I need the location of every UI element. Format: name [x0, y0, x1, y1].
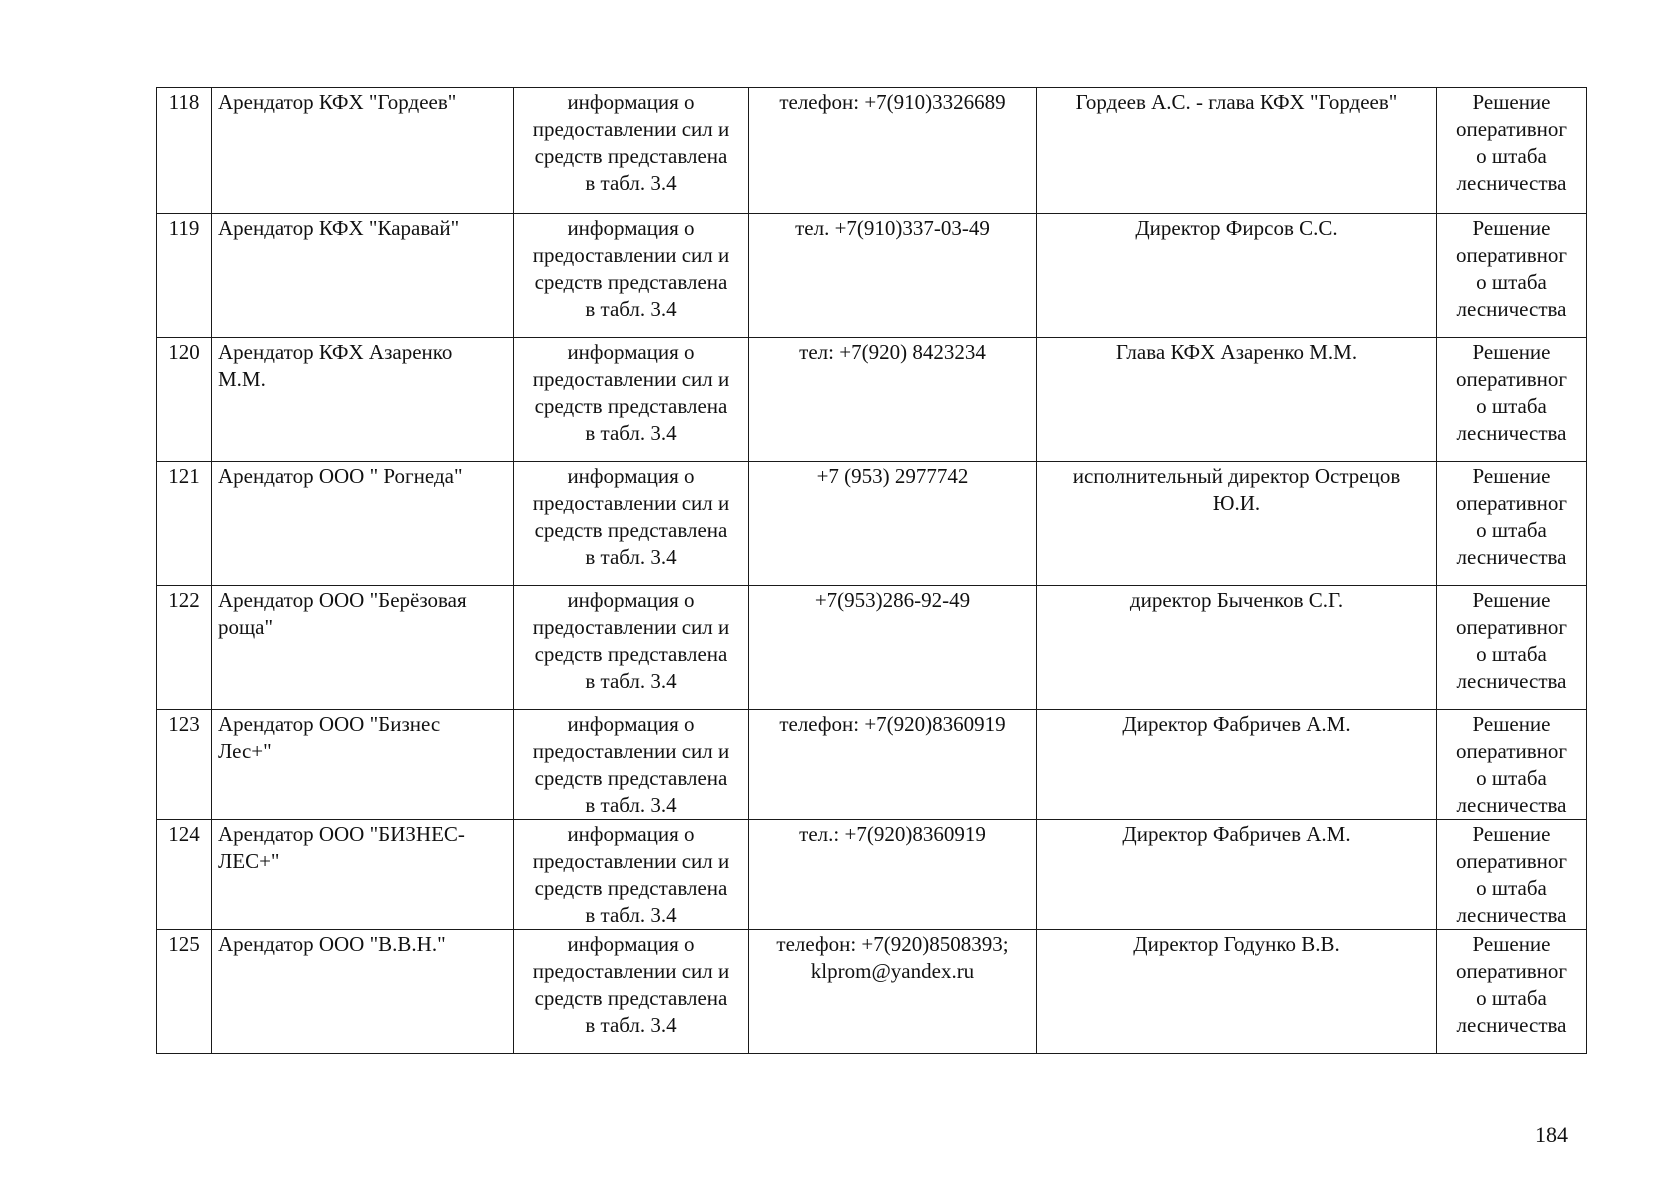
cell-line: Решение — [1472, 90, 1551, 114]
basis-cell — [1437, 586, 1587, 710]
cell-line: предоставлении сил и — [532, 243, 730, 267]
cell-line: оперативног — [1455, 959, 1568, 983]
cell-line: тел. +7(910)337-03-49 — [795, 216, 990, 240]
table-row — [157, 710, 1587, 820]
cell-line: информация о — [567, 822, 695, 846]
forces-info-cell — [514, 214, 749, 338]
responsible-person-cell — [1037, 88, 1437, 214]
organization-cell — [212, 710, 514, 820]
forces-registry-table — [156, 87, 1587, 1054]
cell-line: Директор Фабричев А.М. — [1122, 822, 1351, 846]
cell-line: Ю.И. — [1212, 491, 1261, 515]
cell-line: лесничества — [1456, 1013, 1567, 1037]
responsible-person-cell — [1037, 214, 1437, 338]
organization-cell — [212, 462, 514, 586]
forces-info-cell — [514, 586, 749, 710]
cell-line: Арендатор КФХ "Каравай" — [218, 216, 460, 240]
cell-line: Решение — [1472, 932, 1551, 956]
cell-line: Арендатор ООО "В.В.Н." — [218, 932, 446, 956]
cell-line: средств представлена — [534, 270, 728, 294]
cell-line: оперативног — [1455, 367, 1568, 391]
cell-line: о штаба — [1476, 270, 1547, 294]
cell-line: роща" — [218, 615, 274, 639]
cell-line: директор Быченков С.Г. — [1129, 588, 1344, 612]
cell-line: средств представлена — [534, 144, 728, 168]
cell-line: оперативног — [1455, 615, 1568, 639]
cell-line: в табл. 3.4 — [585, 297, 677, 321]
cell-line: в табл. 3.4 — [585, 1013, 677, 1037]
cell-line: информация о — [567, 464, 695, 488]
table-row — [157, 930, 1587, 1054]
row-number-cell: 121 — [157, 462, 212, 586]
cell-line: в табл. 3.4 — [585, 793, 677, 817]
cell-line: в табл. 3.4 — [585, 545, 677, 569]
organization-cell — [212, 338, 514, 462]
basis-cell — [1437, 710, 1587, 820]
cell-line: оперативног — [1455, 117, 1568, 141]
cell-line: Решение — [1472, 712, 1551, 736]
cell-line: в табл. 3.4 — [585, 421, 677, 445]
cell-line: в табл. 3.4 — [585, 903, 677, 927]
cell-line: Директор Фабричев А.М. — [1122, 712, 1351, 736]
row-number-cell: 124 — [157, 820, 212, 930]
contact-cell — [749, 462, 1037, 586]
page-number: 184 — [1535, 1122, 1568, 1147]
responsible-person-cell — [1037, 586, 1437, 710]
contact-cell — [749, 214, 1037, 338]
row-number-cell: 123 — [157, 710, 212, 820]
cell-line: предоставлении сил и — [532, 615, 730, 639]
cell-line: klprom@yandex.ru — [810, 959, 975, 983]
cell-line: Директор Годунко В.В. — [1133, 932, 1340, 956]
table-row — [157, 214, 1587, 338]
cell-line: предоставлении сил и — [532, 491, 730, 515]
organization-cell — [212, 88, 514, 214]
cell-line: ЛЕС+" — [218, 849, 280, 873]
cell-line: о штаба — [1476, 766, 1547, 790]
cell-line: оперативног — [1455, 739, 1568, 763]
cell-line: информация о — [567, 932, 695, 956]
responsible-person-cell — [1037, 710, 1437, 820]
cell-line: о штаба — [1476, 642, 1547, 666]
basis-cell — [1437, 820, 1587, 930]
organization-cell — [212, 586, 514, 710]
cell-line: Глава КФХ Азаренко М.М. — [1115, 340, 1358, 364]
cell-line: оперативног — [1455, 491, 1568, 515]
cell-line: лесничества — [1456, 793, 1567, 817]
cell-line: М.М. — [218, 367, 266, 391]
basis-cell — [1437, 338, 1587, 462]
basis-cell — [1437, 462, 1587, 586]
cell-line: Лес+" — [218, 739, 272, 763]
cell-line: информация о — [567, 712, 695, 736]
contact-cell — [749, 710, 1037, 820]
cell-line: тел: +7(920) 8423234 — [799, 340, 986, 364]
organization-cell — [212, 820, 514, 930]
cell-line: о штаба — [1476, 986, 1547, 1010]
contact-cell — [749, 820, 1037, 930]
cell-line: предоставлении сил и — [532, 367, 730, 391]
cell-line: о штаба — [1476, 518, 1547, 542]
cell-line: предоставлении сил и — [532, 849, 730, 873]
cell-line: средств представлена — [534, 394, 728, 418]
row-number-cell: 118 — [157, 88, 212, 214]
cell-line: лесничества — [1456, 903, 1567, 927]
cell-line: предоставлении сил и — [532, 739, 730, 763]
cell-line: Арендатор ООО "БИЗНЕС- — [218, 822, 465, 846]
cell-line: Арендатор ООО " Рогнеда" — [218, 464, 463, 488]
contact-cell — [749, 88, 1037, 214]
cell-line: Арендатор ООО "Берёзовая — [218, 588, 467, 612]
cell-line: средств представлена — [534, 766, 728, 790]
basis-cell — [1437, 214, 1587, 338]
cell-line: +7(953)286-92-49 — [814, 588, 971, 612]
forces-info-cell — [514, 710, 749, 820]
cell-line: тел.: +7(920)8360919 — [799, 822, 986, 846]
cell-line: средств представлена — [534, 876, 728, 900]
cell-line: Решение — [1472, 588, 1551, 612]
cell-line: телефон: +7(910)3326689 — [779, 90, 1006, 114]
cell-line: Решение — [1472, 216, 1551, 240]
cell-line: в табл. 3.4 — [585, 171, 677, 195]
table-row — [157, 462, 1587, 586]
cell-line: информация о — [567, 90, 695, 114]
cell-line: о штаба — [1476, 394, 1547, 418]
row-number-cell: 125 — [157, 930, 212, 1054]
row-number-cell: 120 — [157, 338, 212, 462]
cell-line: Арендатор КФХ Азаренко — [218, 340, 453, 364]
forces-info-cell — [514, 820, 749, 930]
cell-line: Арендатор КФХ "Гордеев" — [218, 90, 457, 114]
cell-line: лесничества — [1456, 171, 1567, 195]
cell-line: +7 (953) 2977742 — [816, 464, 969, 488]
basis-cell — [1437, 88, 1587, 214]
contact-cell — [749, 338, 1037, 462]
cell-line: исполнительный директор Острецов — [1072, 464, 1401, 488]
cell-line: средств представлена — [534, 518, 728, 542]
cell-line: Решение — [1472, 464, 1551, 488]
organization-cell — [212, 930, 514, 1054]
cell-line: в табл. 3.4 — [585, 669, 677, 693]
contact-cell — [749, 930, 1037, 1054]
cell-line: лесничества — [1456, 669, 1567, 693]
table-row — [157, 88, 1587, 214]
forces-info-cell — [514, 930, 749, 1054]
cell-line: средств представлена — [534, 642, 728, 666]
cell-line: лесничества — [1456, 421, 1567, 445]
forces-info-cell — [514, 462, 749, 586]
responsible-person-cell — [1037, 462, 1437, 586]
cell-line: оперативног — [1455, 849, 1568, 873]
cell-line: предоставлении сил и — [532, 117, 730, 141]
table-row — [157, 338, 1587, 462]
responsible-person-cell — [1037, 338, 1437, 462]
responsible-person-cell — [1037, 820, 1437, 930]
row-number-cell: 119 — [157, 214, 212, 338]
table-row — [157, 820, 1587, 930]
cell-line: о штаба — [1476, 144, 1547, 168]
table-body — [157, 88, 1587, 1054]
contact-cell — [749, 586, 1037, 710]
cell-line: телефон: +7(920)8360919 — [779, 712, 1006, 736]
cell-line: информация о — [567, 340, 695, 364]
cell-line: Решение — [1472, 340, 1551, 364]
row-number-cell: 122 — [157, 586, 212, 710]
cell-line: предоставлении сил и — [532, 959, 730, 983]
cell-line: Арендатор ООО "Бизнес — [218, 712, 441, 736]
organization-cell — [212, 214, 514, 338]
cell-line: оперативног — [1455, 243, 1568, 267]
cell-line: информация о — [567, 216, 695, 240]
forces-info-cell — [514, 88, 749, 214]
table-row — [157, 586, 1587, 710]
cell-line: Решение — [1472, 822, 1551, 846]
cell-line: телефон: +7(920)8508393; — [776, 932, 1009, 956]
forces-info-cell — [514, 338, 749, 462]
cell-line: информация о — [567, 588, 695, 612]
cell-line: Директор Фирсов С.С. — [1135, 216, 1338, 240]
basis-cell — [1437, 930, 1587, 1054]
cell-line: средств представлена — [534, 986, 728, 1010]
cell-line: лесничества — [1456, 297, 1567, 321]
cell-line: Гордеев А.С. - глава КФХ "Гордеев" — [1075, 90, 1398, 114]
responsible-person-cell — [1037, 930, 1437, 1054]
cell-line: о штаба — [1476, 876, 1547, 900]
cell-line: лесничества — [1456, 545, 1567, 569]
